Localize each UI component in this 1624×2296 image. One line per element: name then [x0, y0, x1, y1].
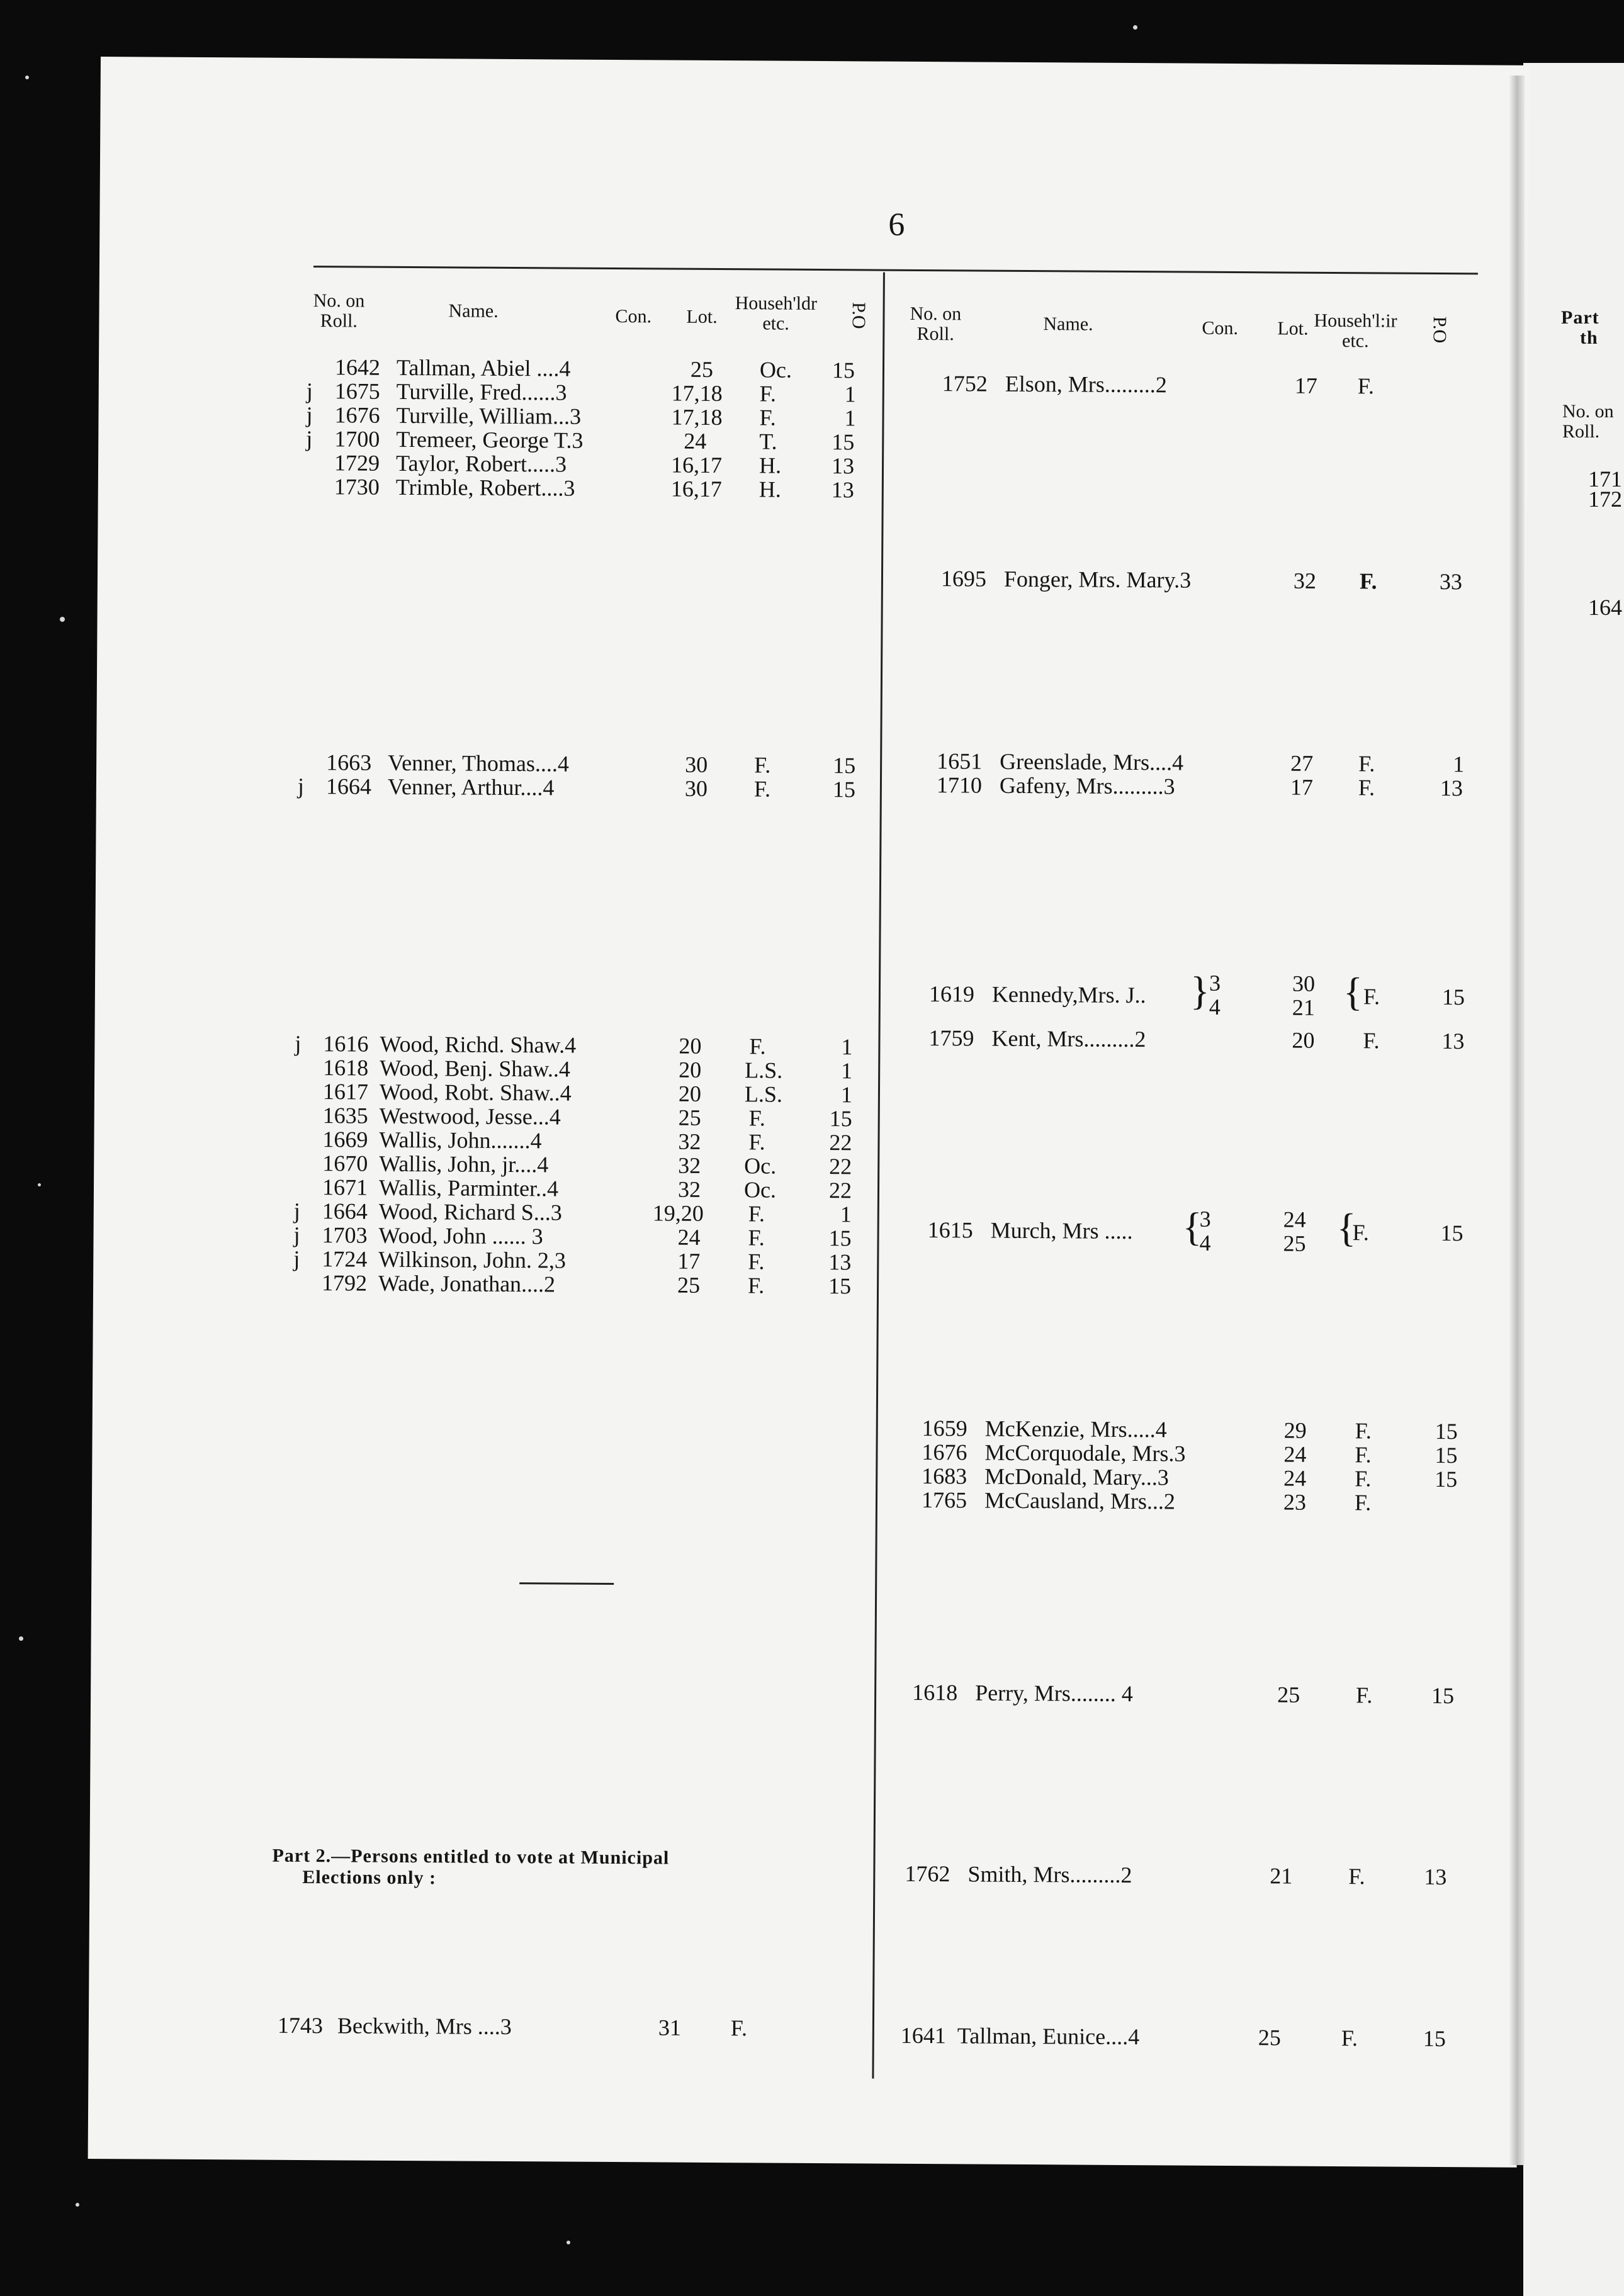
- header-name: Name.: [448, 300, 499, 322]
- table-row: j 1616 Wood, Richd. Shaw.4 20 F. 1: [295, 1030, 853, 1060]
- brace: {: [1182, 1204, 1202, 1249]
- document-page: [88, 57, 1530, 2168]
- right-header-con: Con.: [1202, 317, 1239, 339]
- header-no-on-roll: No. on Roll.: [313, 290, 365, 332]
- table-row: j 1700 Tremeer, George T.3 24 T. 15: [306, 426, 855, 455]
- page-fold: [1509, 76, 1525, 2165]
- table-row: 1671 Wallis, Parminter..4 32 Oc. 22: [322, 1174, 852, 1203]
- brace: {: [1343, 969, 1363, 1015]
- header-con: Con.: [615, 306, 652, 327]
- table-row: 1635 Westwood, Jesse...4 25 F. 15: [322, 1103, 852, 1132]
- section-rule: [519, 1582, 614, 1585]
- table-row: 1729 Taylor, Robert.....3 16,17 H. 13: [334, 450, 855, 479]
- table-row: j 1676 Turville, William...3 17,18 F. 1: [306, 402, 856, 431]
- right-header-name: Name.: [1043, 313, 1093, 335]
- table-row: j 1664 Venner, Arthur....4 30 F. 15: [297, 773, 856, 802]
- roll-group-mc: [922, 1415, 1457, 1525]
- table-row: 1762 Smith, Mrs.........2 21 F. 13: [905, 1860, 1447, 1890]
- table-row: 1670 Wallis, John, jr....4 32 Oc. 22: [322, 1151, 852, 1179]
- next-page-num: 164: [1588, 595, 1622, 620]
- speck: [38, 1183, 41, 1186]
- brace: {: [1336, 1205, 1356, 1251]
- speck: [25, 76, 29, 79]
- speck: [567, 2241, 570, 2244]
- next-page: [1523, 63, 1624, 2296]
- speck: [76, 2203, 79, 2207]
- next-page-no-on: No. on: [1562, 401, 1614, 422]
- header-household: Househ'ldr etc.: [735, 293, 818, 334]
- right-header-household: Househ'l:ir etc.: [1314, 310, 1397, 352]
- table-row: 1710 Gafeny, Mrs.........3 17 F. 13: [936, 772, 1463, 801]
- next-page-num: 171: [1588, 466, 1622, 492]
- table-row: 1683 McDonald, Mary...3 24 F. 15: [922, 1463, 1458, 1492]
- table-row: 1743 Beckwith, Mrs ....3 31 F.: [277, 2012, 748, 2041]
- next-page-num: 172: [1588, 487, 1622, 512]
- table-row: 1659 McKenzie, Mrs.....4 29 F. 15: [922, 1415, 1458, 1444]
- right-header-po: P.O: [1429, 316, 1450, 344]
- top-rule: [313, 266, 1478, 274]
- table-row: 1765 McCausland, Mrs...2 23 F.: [921, 1487, 1372, 1516]
- table-row: 1615 Murch, Mrs ..... { 3 4 24 25 { F. 15: [927, 1204, 1463, 1256]
- table-row: 1676 McCorquodale, Mrs.3 24 F. 15: [922, 1439, 1458, 1468]
- table-row: 1619 Kennedy,Mrs. J.. } 3 4 30 21 { F. 15: [928, 968, 1465, 1020]
- table-row: 1759 Kent, Mrs.........2 20 F. 13: [928, 1025, 1465, 1054]
- table-row: j 1724 Wilkinson, John. 2,3 17 F. 13: [293, 1246, 852, 1275]
- speck: [1133, 25, 1137, 30]
- next-page-th: th: [1580, 327, 1598, 348]
- speck: [19, 1636, 23, 1641]
- table-row: 1618 Perry, Mrs........ 4 25 F. 15: [912, 1679, 1455, 1709]
- right-header-no-on-roll: No. on Roll.: [910, 303, 962, 345]
- page-number: 6: [888, 206, 905, 243]
- table-row: 1642 Tallman, Abiel ....4 25 Oc. 15: [334, 354, 855, 383]
- table-row: j 1703 Wood, John ...... 3 24 F. 15: [293, 1222, 852, 1251]
- column-divider: [872, 273, 885, 2079]
- right-header-lot: Lot.: [1277, 318, 1309, 339]
- table-row: 1618 Wood, Benj. Shaw..4 20 L.S. 1: [323, 1055, 853, 1084]
- header-po: P.O: [848, 301, 869, 329]
- table-row: j 1664 Wood, Richard S...3 19,20 F. 1: [293, 1198, 852, 1227]
- table-row: 1730 Trimble, Robert....3 16,17 H. 13: [334, 474, 854, 503]
- table-row: 1663 Venner, Thomas....4 30 F. 15: [326, 750, 856, 779]
- next-page-part: Part: [1561, 307, 1599, 328]
- table-row: 1752 Elson, Mrs.........2 17 F.: [942, 371, 1375, 399]
- brace: }: [1190, 968, 1210, 1013]
- table-row: 1651 Greenslade, Mrs....4 27 F. 1: [937, 748, 1465, 777]
- table-row: j 1675 Turville, Fred......3 17,18 F. 1: [306, 378, 856, 407]
- next-page-roll: Roll.: [1562, 421, 1600, 442]
- part2-heading: Part 2.—Persons entitled to vote at Municipal Elections only :: [272, 1845, 670, 1889]
- table-row: 1792 Wade, Jonathan....2 25 F. 15: [321, 1270, 852, 1299]
- header-lot: Lot.: [686, 306, 718, 327]
- table-row: 1669 Wallis, John.......4 32 F. 22: [322, 1127, 852, 1156]
- speck: [60, 617, 65, 622]
- table-row: 1695 Fonger, Mrs. Mary.3 32 F. 33: [940, 566, 1463, 595]
- table-row: 1641 Tallman, Eunice....4 25 F. 15: [900, 2022, 1446, 2052]
- table-row: 1617 Wood, Robt. Shaw..4 20 L.S. 1: [322, 1079, 853, 1108]
